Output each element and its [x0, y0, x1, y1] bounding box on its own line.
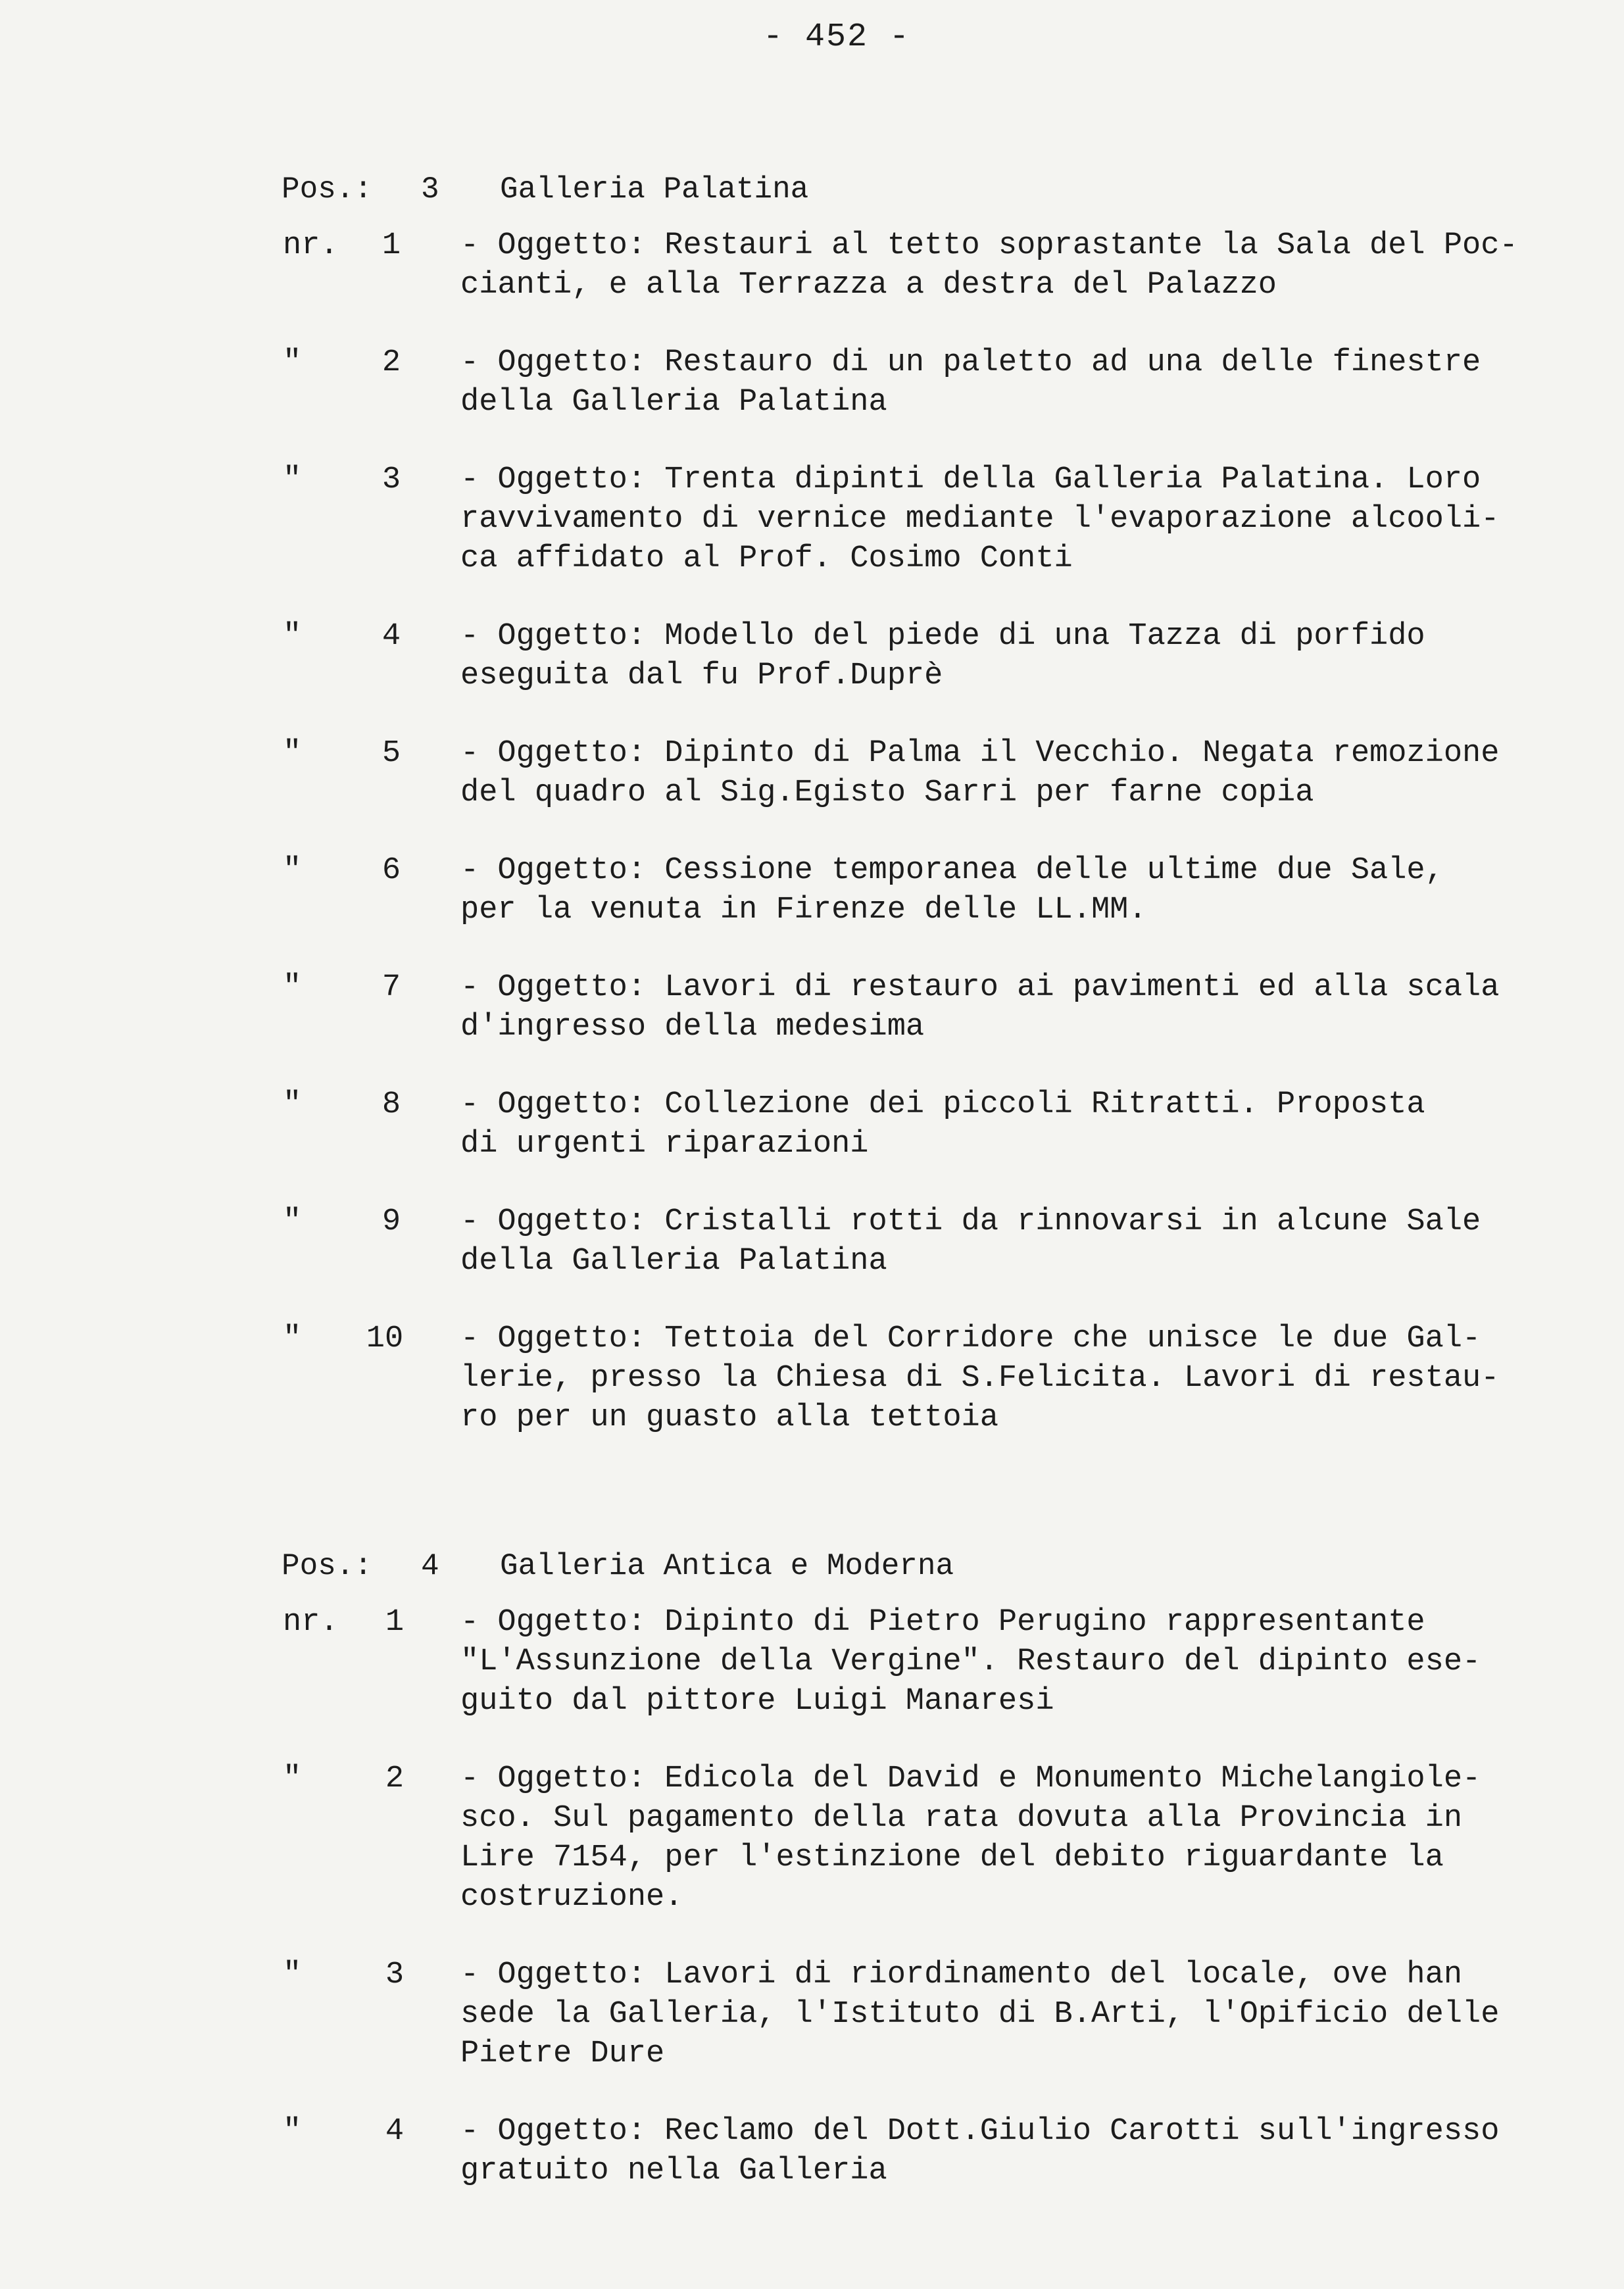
entry-number: 1 — [381, 228, 401, 263]
entry-number: 1 — [385, 1605, 405, 1640]
entry-prefix: " — [283, 1087, 302, 1122]
entry — [0, 1085, 1624, 1164]
entry-body: Lavori di restauro ai pavimenti ed alla scala d'ingresso della medesima — [460, 970, 1500, 1045]
entry-body: Reclamo del Dott.Giulio Carotti sull'ingresso gratuito nella Galleria — [460, 2114, 1500, 2188]
entry — [0, 1202, 1624, 1281]
entry-number: 4 — [381, 619, 401, 654]
entry-number: 2 — [385, 1761, 405, 1796]
entry-text — [460, 1760, 1579, 1917]
entry-text — [460, 1202, 1579, 1281]
entry-lead: - Oggetto: — [460, 1761, 647, 1796]
entry-number: 10 — [366, 1321, 404, 1356]
entry-body: Cessione temporanea delle ultime due Sale, per la venuta in Firenze delle LL.MM. — [460, 853, 1444, 927]
entry-lead: - Oggetto: — [460, 228, 647, 263]
entry — [0, 226, 1624, 305]
entry-number: 4 — [385, 2114, 405, 2149]
pos-number: 3 — [421, 172, 439, 207]
entry-text — [460, 2112, 1579, 2191]
entry-text — [460, 1603, 1579, 1721]
entry-number: 7 — [381, 970, 401, 1005]
entry-lead: - Oggetto: — [460, 1605, 647, 1640]
entry-number: 2 — [381, 345, 401, 380]
entry-number: 9 — [381, 1204, 401, 1239]
entry-prefix: " — [283, 1321, 302, 1356]
entry-body: Modello del piede di una Tazza di porfido eseguita dal fu Prof.Duprè — [460, 619, 1425, 693]
entry-lead: - Oggetto: — [460, 2114, 647, 2149]
entry-lead: - Oggetto: — [460, 1087, 647, 1122]
entry-lead: - Oggetto: — [460, 1204, 647, 1239]
entry-text — [460, 734, 1579, 813]
entry-number: 5 — [381, 736, 401, 771]
entry-prefix: nr. — [283, 228, 339, 263]
entry — [0, 968, 1624, 1047]
entry-prefix: " — [283, 853, 302, 888]
pos-label: Pos.: — [282, 1549, 373, 1583]
section-header — [0, 172, 1624, 218]
entry-prefix: " — [283, 1204, 302, 1239]
entry-body: Lavori di riordinamento del locale, ove han sede la Galleria, l'Istituto di B.Arti, l'Opificio delle Pietre Dure — [460, 1957, 1500, 2071]
entry-body: Cristalli rotti da rinnovarsi in alcune Sale della Galleria Palatina — [460, 1204, 1481, 1279]
entry — [0, 1603, 1624, 1721]
entry-body: Edicola del David e Monumento Michelangiole- sco. Sul pagamento della rata dovuta alla Provincia in Lire 7154, per l'estinzione del debito riguardante la costruzione. — [460, 1761, 1481, 1915]
entry-text — [460, 1956, 1579, 2074]
pos-number: 4 — [421, 1549, 439, 1583]
entry-lead: - Oggetto: — [460, 345, 647, 380]
entry — [0, 1956, 1624, 2074]
entry-text — [460, 1085, 1579, 1164]
entry-body: Dipinto di Palma il Vecchio. Negata remozione del quadro al Sig.Egisto Sarri per farne copia — [460, 736, 1500, 810]
entry-body: Dipinto di Pietro Perugino rappresentante "L'Assunzione della Vergine". Restauro del dipinto ese- guito dal pittore Luigi Manaresi — [460, 1605, 1481, 1719]
pos-label: Pos.: — [282, 172, 373, 207]
entry-body: Collezione dei piccoli Ritratti. Proposta di urgenti riparazioni — [460, 1087, 1425, 1162]
page-number: - 452 - — [763, 18, 911, 56]
entry-body: Restauri al tetto soprastante la Sala del Poc- cianti, e alla Terrazza a destra del Palazzo — [460, 228, 1518, 303]
entry-lead: - Oggetto: — [460, 970, 647, 1005]
entry — [0, 851, 1624, 930]
entry-text — [460, 851, 1579, 930]
entry — [0, 343, 1624, 422]
entry — [0, 2112, 1624, 2191]
entry-prefix: " — [283, 619, 302, 654]
entry — [0, 460, 1624, 579]
entry-text — [460, 460, 1579, 579]
entry-prefix: " — [283, 462, 302, 497]
entry-lead: - Oggetto: — [460, 1957, 647, 1992]
entry-prefix: " — [283, 970, 302, 1005]
entry-text — [460, 226, 1579, 305]
entry — [0, 617, 1624, 696]
entry-body: Tettoia del Corridore che unisce le due Gal- lerie, presso la Chiesa di S.Felicita. Lavori di restau- ro per un guasto alla tettoia — [460, 1321, 1500, 1435]
entry-lead: - Oggetto: — [460, 1321, 647, 1356]
section-galleria-antica-moderna — [0, 1549, 1624, 2191]
entry-lead: - Oggetto: — [460, 462, 647, 497]
entry-text — [460, 617, 1579, 696]
entry-number: 8 — [381, 1087, 401, 1122]
entry-prefix: " — [283, 345, 302, 380]
section-galleria-palatina — [0, 172, 1624, 1438]
entry-prefix: " — [283, 1957, 302, 1992]
entry-body: Trenta dipinti della Galleria Palatina. Loro ravvivamento di vernice mediante l'evaporazione alcooli- ca affidato al Prof. Cosimo Conti — [460, 462, 1500, 576]
section-title: Galleria Palatina — [500, 172, 809, 207]
entry-number: 3 — [385, 1957, 405, 1992]
entry-number: 6 — [381, 853, 401, 888]
entry-lead: - Oggetto: — [460, 736, 647, 771]
section-header — [0, 1549, 1624, 1595]
entry — [0, 734, 1624, 813]
entry-number: 3 — [381, 462, 401, 497]
entry — [0, 1319, 1624, 1438]
entry-text — [460, 1319, 1579, 1438]
entry-prefix: " — [283, 736, 302, 771]
entry-prefix: nr. — [283, 1605, 339, 1640]
entry-text — [460, 968, 1579, 1047]
entry-text — [460, 343, 1579, 422]
entry-lead: - Oggetto: — [460, 619, 647, 654]
entry-prefix: " — [283, 1761, 302, 1796]
entry-lead: - Oggetto: — [460, 853, 647, 888]
entry-prefix: " — [283, 2114, 302, 2149]
section-title: Galleria Antica e Moderna — [500, 1549, 954, 1583]
entry — [0, 1760, 1624, 1917]
entry-body: Restauro di un paletto ad una delle finestre della Galleria Palatina — [460, 345, 1481, 420]
